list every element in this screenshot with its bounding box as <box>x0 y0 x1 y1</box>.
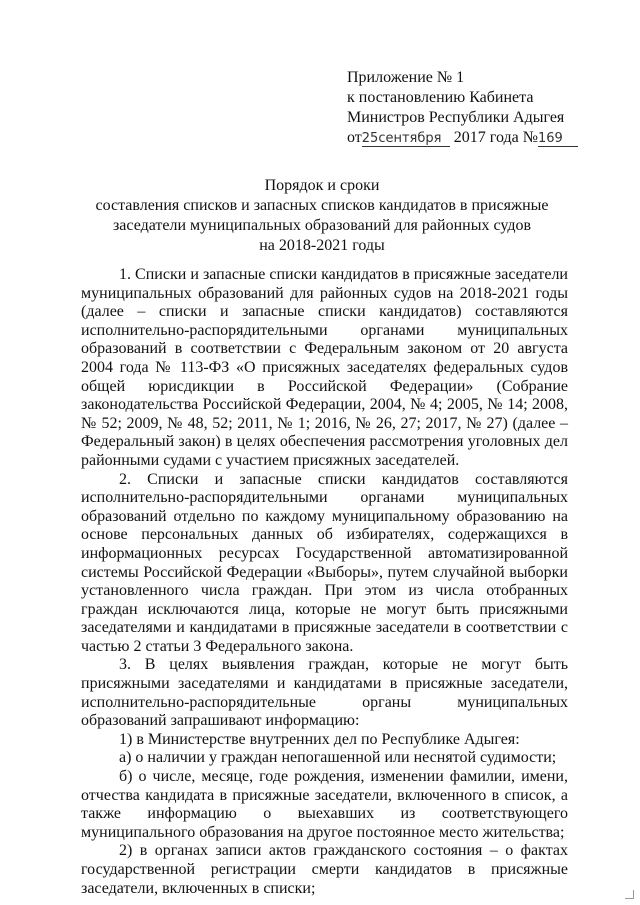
document-body <box>81 266 568 898</box>
paragraph: 1. Списки и запасные списки кандидатов в присяжные заседатели муниципальных образований для районных судов на 2018-2021 годы (далее – списки и запасные списки кандидатов) составляются исполнительно-распорядительными органами муниципальных образований в соответствии с Федеральным законом от 20 августа 2004 года № 113-ФЗ «О присяжных заседателях федеральных судов общей юрисдикции в Российской Федерации» (Собрание законодательства Российской Федерации, 2004, № 4; 2005, № 14; 2008, № 52; 2009, № 48, 52; 2011, № 1; 2016, № 26, 27; 2017, № 27) (далее – Федеральный закон) в целях обеспечения рассмотрения уголовных дел районными судами с участием присяжных заседателей. <box>81 266 568 469</box>
page-corner-mark <box>625 890 634 899</box>
handwritten-date: 25сентября <box>362 132 450 147</box>
date-prefix: от <box>347 129 362 146</box>
handwritten-number: 169 <box>538 132 578 147</box>
appendix-header <box>347 68 607 148</box>
appendix-line-1: Приложение № 1 <box>347 69 465 86</box>
paragraph: б) о числе, месяце, годе рождения, изменении фамилии, имени, отчества кандидата в присяжные заседатели, включенного в список, а также информацию о выехавших из соответствующего муниципального образования на другое постоянное место жительства; <box>81 768 568 841</box>
appendix-date-line <box>347 128 607 148</box>
paragraph: 3. В целях выявления граждан, которые не могут быть присяжными заседателями и кандидатами в присяжные заседатели, исполнительно-распорядительные органы муниципальных образований запрашивают информацию: <box>81 656 568 730</box>
paragraph: 2) в органах записи актов гражданского состояния – о фактах государственной регистрации смерти кандидатов в присяжные заседатели, включенных в списки; <box>81 842 568 897</box>
year-text: 2017 года № <box>449 129 538 146</box>
title-line-4: на 2018-2021 годы <box>259 237 385 254</box>
title-line-3: заседатели муниципальных образований для районных судов <box>112 217 532 234</box>
appendix-line-3: Министров Республики Адыгея <box>347 109 565 126</box>
document-title <box>60 176 584 256</box>
title-line-2: составления списков и запасных списков кандидатов в присяжные <box>95 197 549 214</box>
appendix-line-2: к постановлению Кабинета <box>347 89 534 106</box>
paragraph: а) о наличии у граждан непогашенной или неснятой судимости; <box>119 749 557 767</box>
paragraph: 2. Списки и запасные списки кандидатов составляются исполнительно-распорядительными органами муниципальных образований отдельно по каждому муниципальному образованию на основе персональных данных об избирателях, содержащихся в информационных ресурсах Государственной автоматизированной системы Российской Федерации «Выборы», путем случайной выборки установленного числа граждан. При этом из числа отобранных граждан исключаются лица, которые не могут быть присяжными заседателями и кандидатами в присяжные заседатели в соответствии с частью 2 статьи 3 Федерального закона. <box>81 470 568 655</box>
title-line-1: Порядок и сроки <box>264 177 380 194</box>
paragraph: 1) в Министерстве внутренних дел по Республике Адыгея: <box>119 730 520 748</box>
